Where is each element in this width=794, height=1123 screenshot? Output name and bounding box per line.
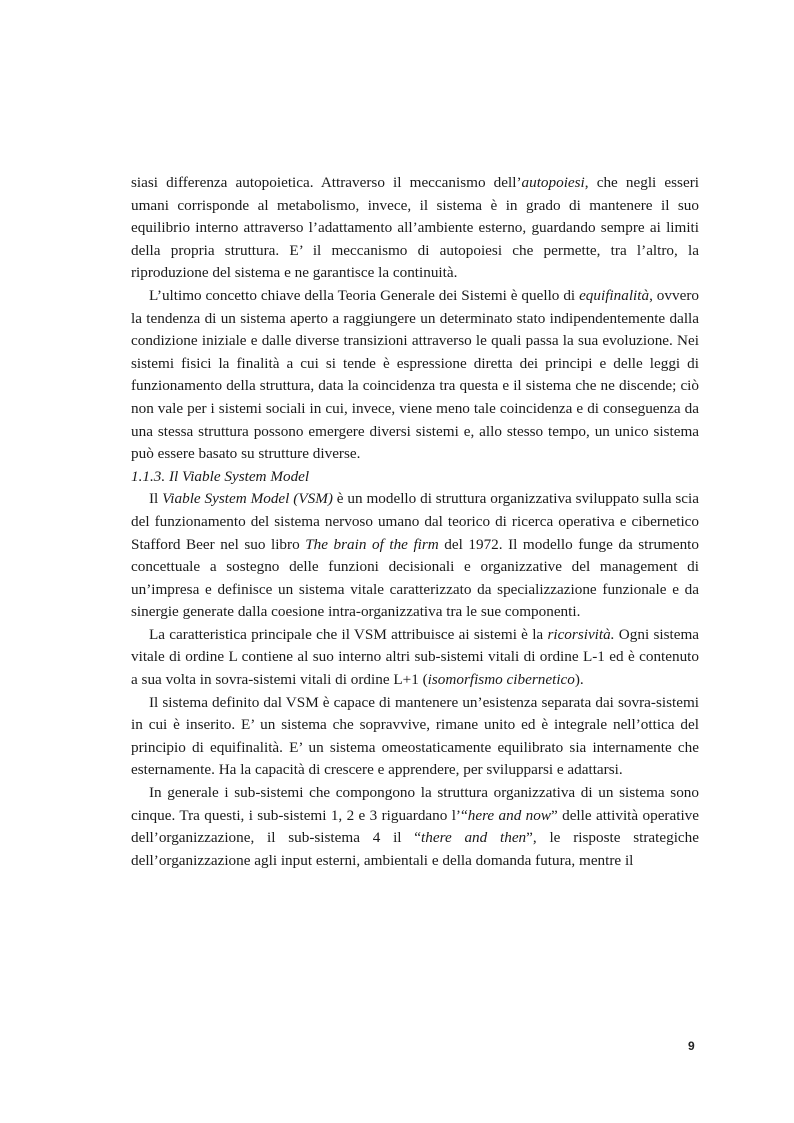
term-there-and-then: there and then (421, 829, 527, 847)
paragraph-autopoiesi: siasi differenza autopoietica. Attraverso il meccanismo dell’autopoiesi, che negli esseri umani corrisponde al metabolismo, invece, il sistema è in grado di mantenere il suo equilibrio interno attraverso l’adattamento all’ambiente esterno, guardando sempre ai limiti della propria struttura. E’ il meccanismo di autopoiesi che permette, tra l’altro, la riproduzione del sistema e ne garantisce la continuità. (131, 174, 699, 282)
term-vsm: Viable System Model (VSM) (162, 490, 333, 508)
paragraph-equifinalita: L’ultimo concetto chiave della Teoria Generale dei Sistemi è quello di equifinalità, ovvero la tendenza di un sistema aperto a raggiungere un determinato stato indipendentemente dalla condizione iniziale e dalle diverse transizioni attraverso le quali passa la sua evoluzione. Nei sistemi fisici la finalità a cui si tende è espressione diretta dei principi e delle leggi di funzionamento della struttura, data la coincidenza tra questa e il sistema che ne discende; ciò non vale per i sistemi sociali in cui, invece, viene meno tale coincidenza e di conseguenza da una stessa struttura possono emergere diversi sistemi e, allo stesso tempo, un unico sistema può essere basato su strutture diverse. (131, 286, 699, 463)
paragraph-sub-sistemi: In generale i sub-sistemi che compongono la struttura organizzativa di un sistema sono cinque. Tra questi, i sub-sistemi 1, 2 e 3 riguardano l’“here and now” delle attività operative dell’organizzazione, il sub-sistema 4 il “there and then”, le risposte strategiche dell’organizzazione agli input esterni, ambientali e della domanda futura, mentre il (131, 784, 700, 869)
term-equifinalita: equifinalità (579, 286, 650, 304)
term-isomorfismo: isomorfismo cibernetico (427, 671, 575, 689)
term-here-and-now: here and now (467, 806, 551, 824)
book-title: The brain of the firm (305, 535, 439, 553)
paragraph-ricorsivita: La caratteristica principale che il VSM attribuisce ai sistemi è la ricorsività. Ogni sistema vitale di ordine L contiene al suo interno altri sub-sistemi vitali di ordine L-1 ed è contenuto a sua volta in sovra-sistemi vitali di ordine L+1 (isomorfismo cibernetico). (131, 625, 699, 689)
paragraph-vsm-intro: Il Viable System Model (VSM) è un modello di struttura organizzativa sviluppato sulla scia del funzionamento del sistema nervoso umano dal teorico di ricerca operativa e cibernetico Stafford Beer nel suo libro The brain of the firm del 1972. Il modello funge da strumento concettuale a sostegno delle funzioni decisionali e organizzative del management di un’impresa e definisce un sistema vitale caratterizzato da specializzazione funzionale e da sinergie generate dalla coesione intra-organizzativa tra le sue componenti. (131, 490, 699, 621)
section-heading: 1.1.3. Il Viable System Model (131, 467, 310, 485)
term-ricorsivita: ricorsività. (547, 625, 615, 643)
page-number: 9 (688, 1039, 695, 1053)
paragraph-sistema-vsm: Il sistema definito dal VSM è capace di mantenere un’esistenza separata dai sovra-sistemi in cui è inserito. E’ un sistema che sopravvive, rimane unito ed è integrale nell’ottica del principio di equifinalità. E’ un sistema omeostaticamente equilibrato sia internamente che esternamente. Ha la capacità di crescere e apprendere, per svilupparsi e adattarsi. (131, 693, 699, 779)
body-text (131, 172, 699, 872)
term-autopoiesi: autopoiesi (521, 174, 585, 191)
